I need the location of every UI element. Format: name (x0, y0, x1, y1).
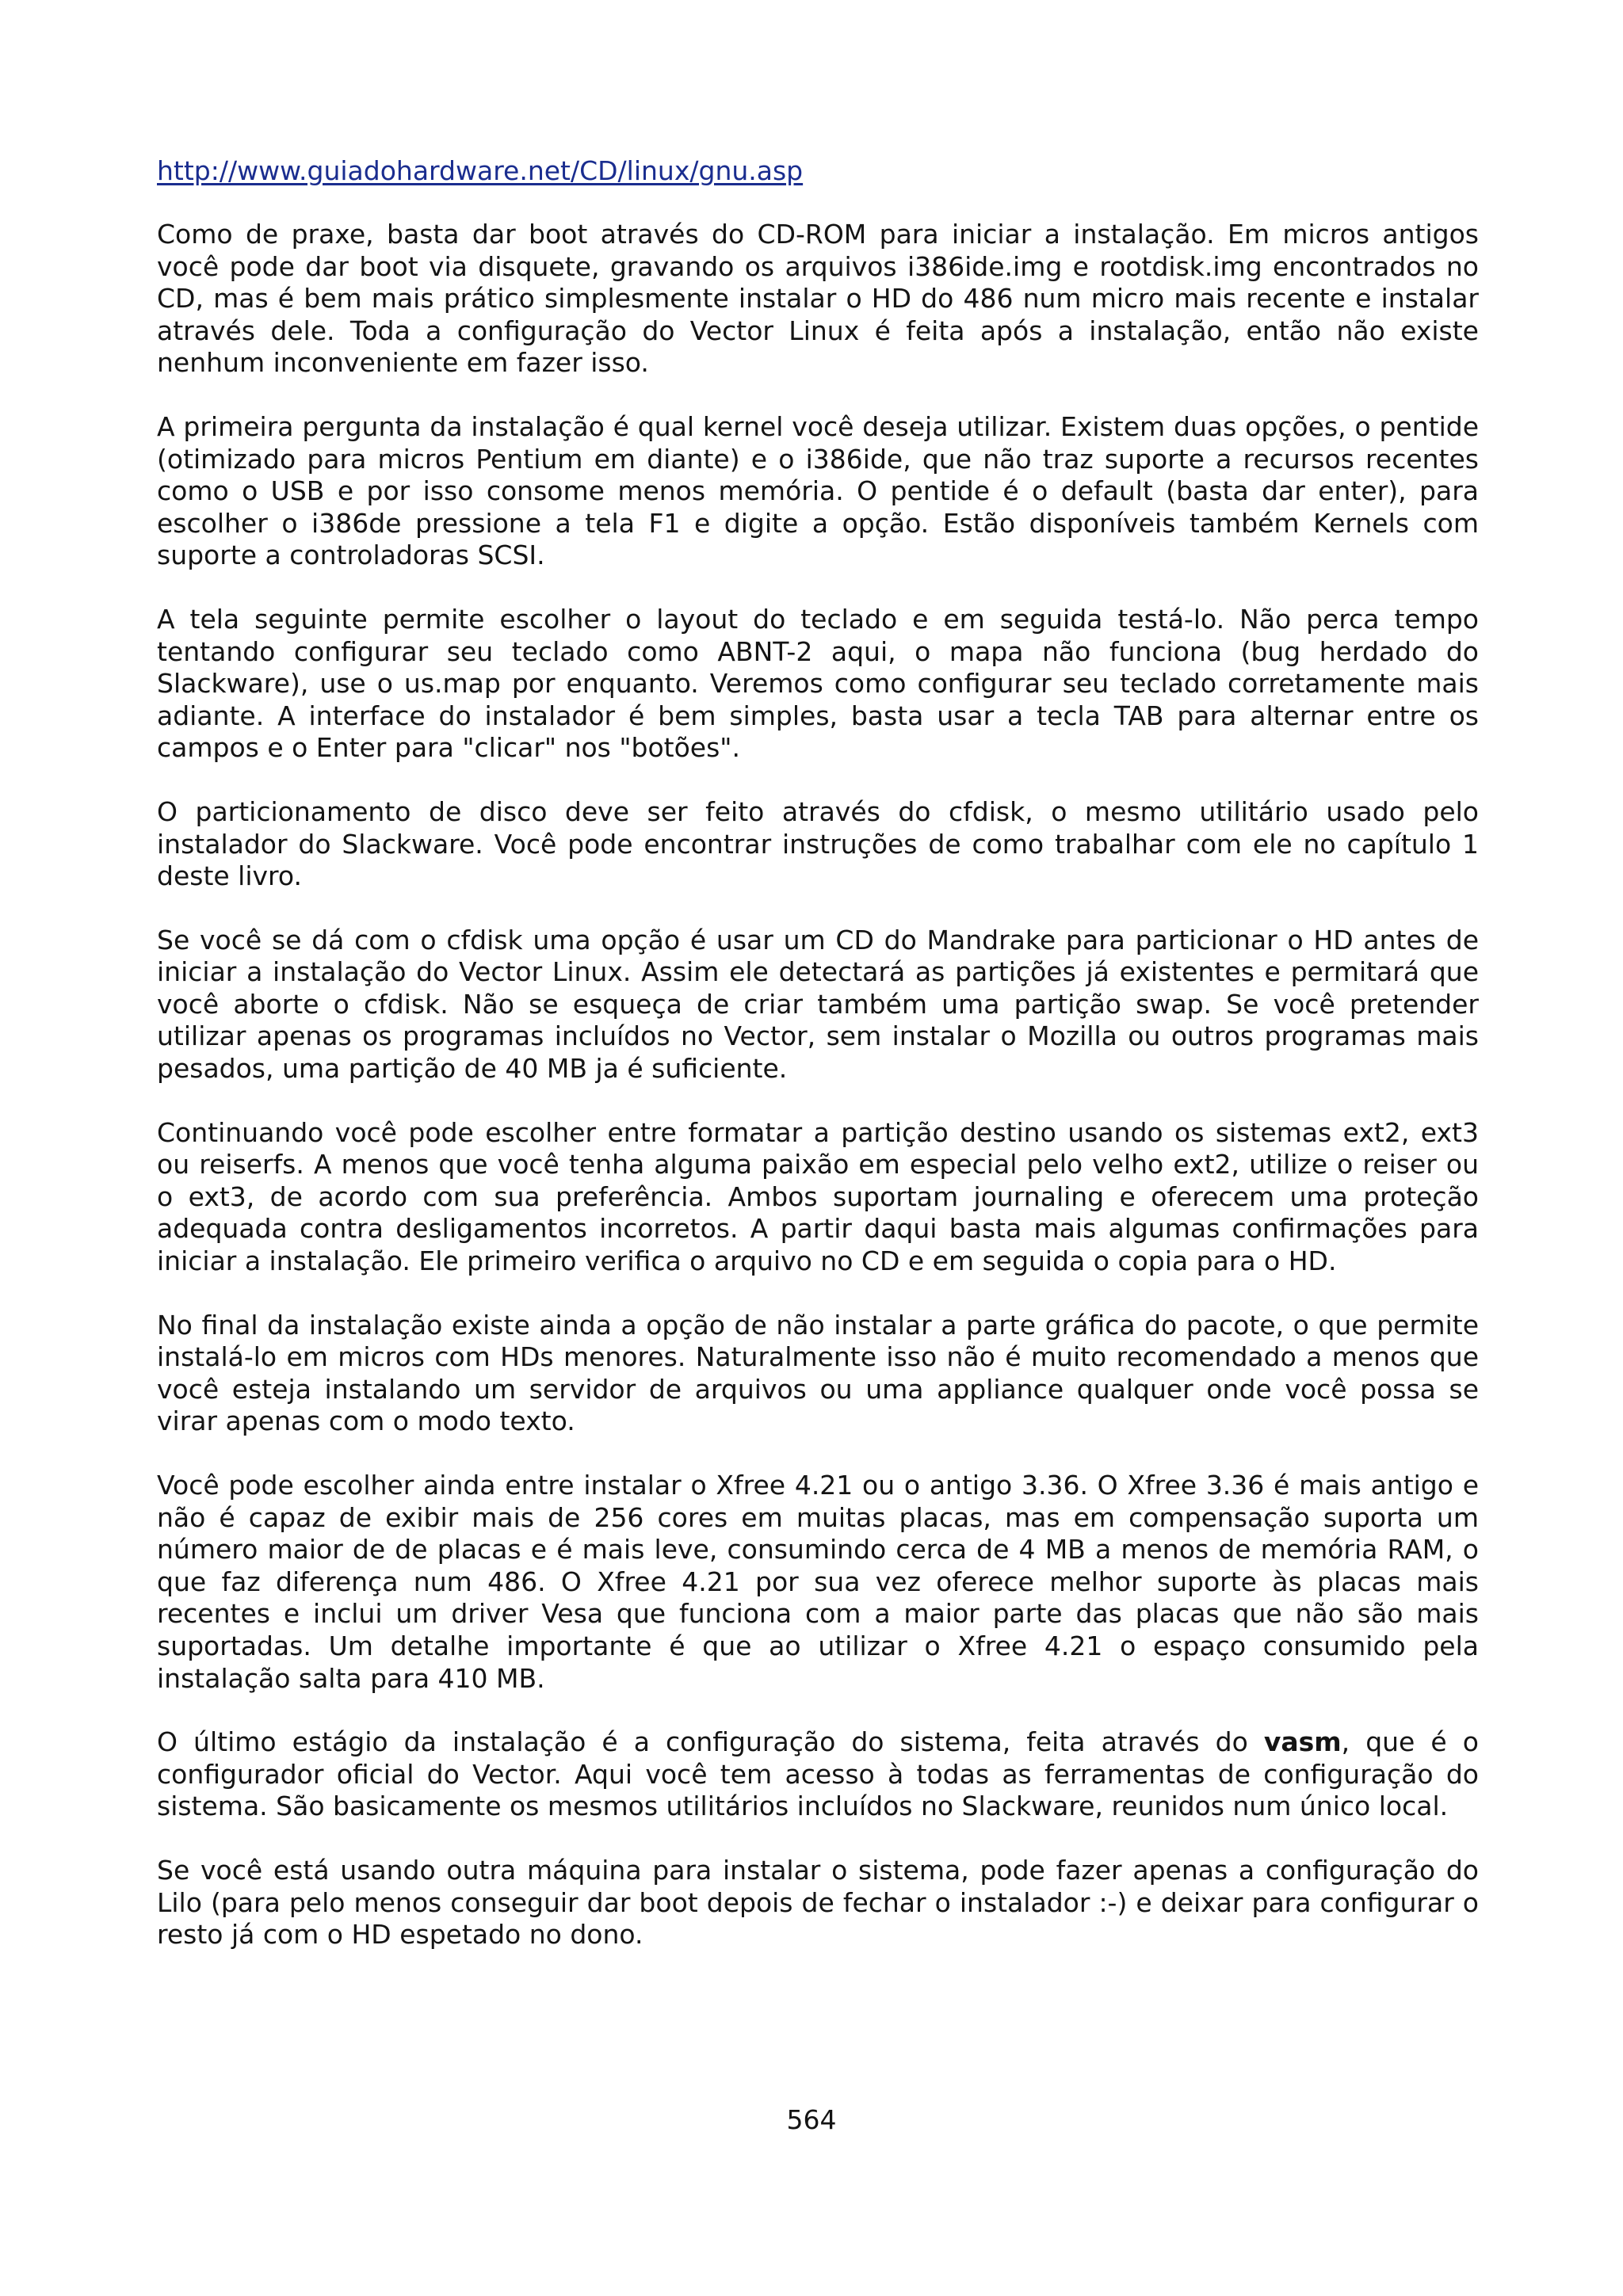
paragraph-xfree: Você pode escolher ainda entre instalar o Xfree 4.21 ou o antigo 3.36. O Xfree 3.36 é mais antigo e não é capaz de exibir mais de 256 cores em muitas placas, mas em compensação suporta um número maior de de placas e é mais leve, consumindo cerca de 4 MB a menos de memória RAM, o que faz diferença num 486. O Xfree 4.21 por sua vez oferece melhor suporte às placas mais recentes e inclui um driver Vesa que funciona com a maior parte das placas que não são mais suportadas. Um detalhe importante é que ao utilizar o Xfree 4.21 o espaço consumido pela instalação salta para 410 MB. (157, 1470, 1479, 1694)
page-number: 564 (786, 2104, 837, 2135)
paragraph-vasm (157, 1726, 1479, 1823)
document-body (157, 155, 1479, 1983)
source-link[interactable]: http://www.guiadohardware.net/CD/linux/gnu.asp (157, 155, 804, 186)
paragraph-boot: Como de praxe, basta dar boot através do CD-ROM para iniciar a instalação. Em micros antigos você pode dar boot via disquete, gravando os arquivos i386ide.img e rootdisk.img encontrados no CD, mas é bem mais prático simplesmente instalar o HD do 486 num micro mais recente e instalar através dele. Toda a configuração do Vector Linux é feita após a instalação, então não existe nenhum inconveniente em fazer isso. (157, 219, 1479, 379)
paragraph-partitioning: O particionamento de disco deve ser feito através do cfdisk, o mesmo utilitário usado pelo instalador do Slackware. Você pode encontrar instruções de como trabalhar com ele no capítulo 1 deste livro. (157, 795, 1479, 892)
vasm-term: vasm (1263, 1726, 1342, 1758)
paragraph-lilo: Se você está usando outra máquina para instalar o sistema, pode fazer apenas a configuração do Lilo (para pelo menos conseguir dar boot depois de fechar o instalador :-) e deixar para configurar o resto já com o HD espetado no dono. (157, 1854, 1479, 1951)
paragraph-graphical-option: No final da instalação existe ainda a opção de não instalar a parte gráfica do pacote, o que permite instalá-lo em micros com HDs menores. Naturalmente isso não é muito recomendado a menos que você esteja instalando um servidor de arquivos ou uma appliance qualquer onde você possa se virar apenas com o modo texto. (157, 1309, 1479, 1437)
paragraph-mandrake: Se você se dá com o cfdisk uma opção é usar um CD do Mandrake para particionar o HD antes de iniciar a instalação do Vector Linux. Assim ele detectará as partições já existentes e permitará que você aborte o cfdisk. Não se esqueça de criar também uma partição swap. Se você pretender utilizar apenas os programas incluídos no Vector, sem instalar o Mozilla ou outros programas mais pesados, uma partição de 40 MB ja é suficiente. (157, 924, 1479, 1085)
paragraph-keyboard: A tela seguinte permite escolher o layout do teclado e em seguida testá-lo. Não perca tempo tentando configurar seu teclado como ABNT-2 aqui, o mapa não funciona (bug herdado do Slackware), use o us.map por enquanto. Veremos como configurar seu teclado corretamente mais adiante. A interface do instalador é bem simples, basta usar a tecla TAB para alternar entre os campos e o Enter para "clicar" nos "botões". (157, 603, 1479, 764)
paragraph-kernel: A primeira pergunta da instalação é qual kernel você deseja utilizar. Existem duas opções, o pentide (otimizado para micros Pentium em diante) e o i386ide, que não traz suporte a recursos recentes como o USB e por isso consome menos memória. O pentide é o default (basta dar enter), para escolher o i386de pressione a tela F1 e digite a opção. Estão disponíveis também Kernels com suporte a controladoras SCSI. (157, 410, 1479, 571)
paragraph-filesystems: Continuando você pode escolher entre formatar a partição destino usando os sistemas ext2, ext3 ou reiserfs. A menos que você tenha alguma paixão em especial pelo velho ext2, utilize o reiser ou o ext3, de acordo com sua preferência. Ambos suportam journaling e oferecem uma proteção adequada contra desligamentos incorretos. A partir daqui basta mais algumas confirmações para iniciar a instalação. Ele primeiro verifica o arquivo no CD e em seguida o copia para o HD. (157, 1116, 1479, 1277)
vasm-text-after: , que é o configurador oficial do Vector. Aqui você tem acesso à todas as ferramentas de configuração do sistema. São basicamente os mesmos utilitários incluídos no Slackware, reunidos num único local. (157, 1726, 1479, 1822)
vasm-text-before: O último estágio da instalação é a configuração do sistema, feita através do (157, 1726, 1264, 1758)
